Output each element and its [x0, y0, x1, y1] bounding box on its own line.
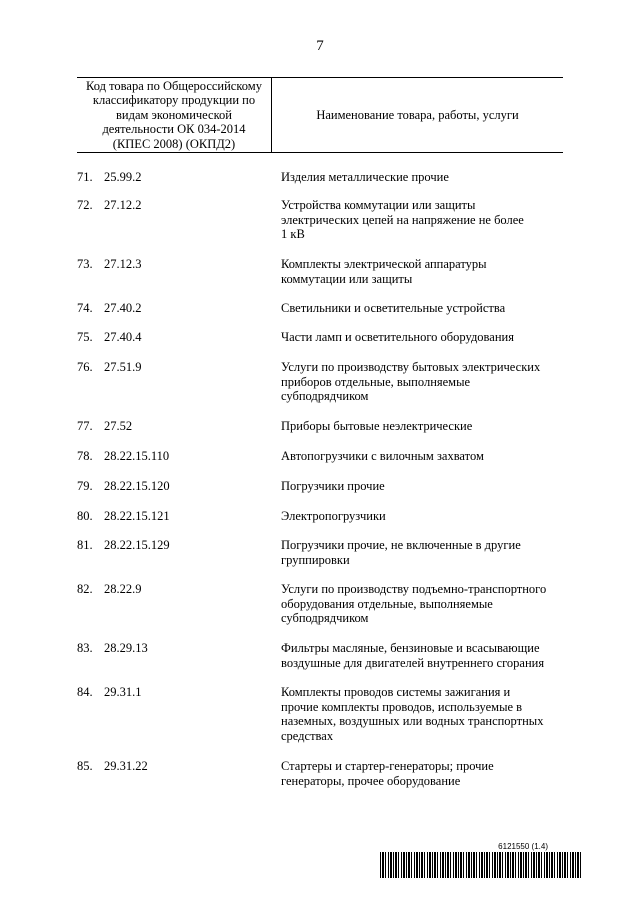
row-number: 80.	[77, 509, 93, 523]
row-code: 27.40.2	[104, 301, 142, 315]
row-name-line: генераторы, прочее оборудование	[281, 773, 461, 788]
row-number: 79.	[77, 479, 93, 493]
row-name	[281, 582, 563, 626]
footer	[380, 842, 582, 882]
row-name-line: Приборы бытовые неэлектрические	[281, 419, 473, 433]
row-name	[281, 419, 563, 434]
row-name-line: Части ламп и осветительного оборудования	[281, 330, 514, 344]
header-code-column	[77, 78, 272, 152]
goods-table	[77, 77, 563, 153]
row-name-line: оборудования отдельные, выполняемые	[281, 596, 493, 611]
row-name-line: Комплекты электрической аппаратуры	[281, 257, 487, 271]
row-name-line: Комплекты проводов системы зажигания и	[281, 685, 511, 699]
row-name-line: Погрузчики прочие	[281, 479, 385, 493]
row-code: 27.12.2	[104, 198, 142, 212]
row-name-line: Светильники и осветительные устройства	[281, 301, 506, 315]
row-code: 25.99.2	[104, 170, 142, 184]
row-number: 77.	[77, 419, 93, 433]
row-code: 27.52	[104, 419, 133, 433]
header-code-line: видам экономической	[116, 107, 232, 122]
row-name-line: средствах	[281, 728, 334, 743]
row-name	[281, 301, 563, 316]
page-number: 7	[316, 38, 324, 54]
row-name-line: Изделия металлические прочие	[281, 170, 449, 184]
row-code: 27.12.3	[104, 257, 142, 271]
row-name-line: субподрядчиком	[281, 611, 369, 626]
row-name-line: прочие комплекты проводов, используемые в	[281, 699, 523, 714]
row-number: 81.	[77, 538, 93, 552]
row-name-line: Устройства коммутации или защиты	[281, 198, 476, 212]
row-number: 83.	[77, 641, 93, 655]
row-name	[281, 360, 563, 404]
row-name	[281, 509, 563, 524]
row-name-line: воздушные для двигателей внутреннего сгорания	[281, 655, 545, 670]
row-name-line: Автопогрузчики с вилочным захватом	[281, 449, 484, 463]
row-code: 27.40.4	[104, 330, 142, 344]
row-number: 82.	[77, 582, 93, 596]
row-number: 84.	[77, 685, 93, 699]
row-name-line: Электропогрузчики	[281, 509, 386, 523]
row-name-line: группировки	[281, 552, 350, 567]
row-code: 28.22.9	[104, 582, 142, 596]
row-name	[281, 759, 563, 788]
row-name	[281, 641, 563, 670]
row-code: 28.22.15.120	[104, 479, 170, 493]
document-code: 6121550 (1.4)	[498, 842, 548, 851]
table-header	[77, 77, 563, 153]
row-name-line: субподрядчиком	[281, 389, 369, 404]
row-name	[281, 170, 563, 185]
row-number: 76.	[77, 360, 93, 374]
row-name-line: электрических цепей на напряжение не более	[281, 212, 524, 227]
row-code: 28.29.13	[104, 641, 148, 655]
row-name	[281, 198, 563, 242]
header-code-line: деятельности ОК 034-2014	[102, 122, 246, 137]
row-code: 27.51.9	[104, 360, 142, 374]
row-name	[281, 257, 563, 286]
row-number: 85.	[77, 759, 93, 773]
header-name-column: Наименование товара, работы, услуги	[316, 107, 519, 122]
row-name	[281, 449, 563, 464]
row-name-line: наземных, воздушных или водных транспортных	[281, 714, 544, 729]
header-code-line: классификатору продукции по	[92, 93, 256, 108]
row-number: 78.	[77, 449, 93, 463]
row-number: 71.	[77, 170, 93, 184]
row-name	[281, 685, 563, 743]
row-name-line: Услуги по производству бытовых электрических	[281, 360, 541, 374]
row-name	[281, 538, 563, 567]
row-code: 28.22.15.110	[104, 449, 170, 463]
row-code: 29.31.22	[104, 759, 148, 773]
row-name-line: приборов отдельные, выполняемые	[281, 374, 471, 389]
row-name-line: 1 кВ	[281, 227, 305, 242]
row-name-line: Услуги по производству подъемно-транспортного	[281, 582, 547, 596]
row-name-line: Погрузчики прочие, не включенные в другие	[281, 538, 521, 552]
header-code-line: Код товара по Общероссийскому	[86, 78, 262, 93]
row-name-line: Фильтры масляные, бензиновые и всасывающие	[281, 641, 540, 655]
row-name-line: коммутации или защиты	[281, 271, 413, 286]
row-number: 73.	[77, 257, 93, 271]
row-name	[281, 330, 563, 345]
row-code: 28.22.15.129	[104, 538, 170, 552]
row-name	[281, 479, 563, 494]
row-number: 75.	[77, 330, 93, 344]
row-name-line: Стартеры и стартер-генераторы; прочие	[281, 759, 494, 773]
row-code: 28.22.15.121	[104, 509, 170, 523]
row-code: 29.31.1	[104, 685, 142, 699]
row-number: 72.	[77, 198, 93, 212]
header-code-line: (КПЕС 2008) (ОКПД2)	[112, 136, 236, 151]
row-number: 74.	[77, 301, 93, 315]
barcode-image	[380, 852, 582, 878]
